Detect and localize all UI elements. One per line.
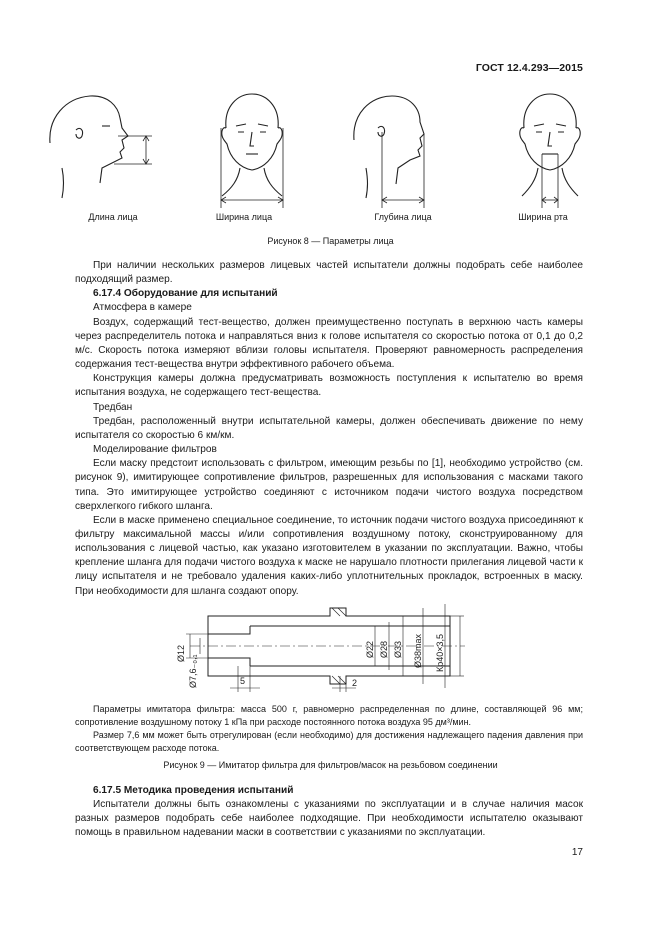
label-face-length: Длина лица bbox=[88, 212, 138, 222]
subheading-filters: Моделирование фильтров bbox=[93, 444, 217, 456]
paragraph-test-procedure: Испытатели должны быть ознакомлены с указаниями по эксплуатации и в случае наличия масок разных размеров подобрать себе наиболее подходящие. При необходимости испытателю оказывают помощь в правильном надевании маски в соответствии с указаниями по эксплуатации. bbox=[75, 799, 583, 839]
dim-d38max: Ø38max bbox=[413, 633, 423, 668]
face-depth-drawing bbox=[354, 96, 424, 208]
face-width-drawing bbox=[221, 94, 283, 208]
paragraph-chamber-design: Конструкция камеры должна предусматривать возможность поступления к испытателю во время испытания воздуха, не содержащего тест-вещества. bbox=[75, 373, 583, 399]
section-6-17-5 bbox=[75, 784, 583, 841]
figure-8-face-parameters bbox=[40, 88, 620, 218]
figure-8-caption: Рисунок 8 — Параметры лица bbox=[267, 236, 394, 246]
subheading-treadmill: Тредбан bbox=[93, 401, 133, 413]
paragraph-air-flow: Воздух, содержащий тест-вещество, должен преимущественно поступать в верхнюю часть камеры через распределитель потока и направляться вниз к голове испытателя со скоростью потока от 0,1 до 0,2 м/с. Скорость потока измеряют вблизи головы испытателя. Проверяют равномерность распределения содержания тест-вещества внутри эффективного рабочего объема. bbox=[75, 316, 583, 371]
dim-d28: Ø28 bbox=[379, 640, 389, 658]
label-face-depth: Глубина лица bbox=[374, 212, 432, 222]
figure-9-note-2: Размер 7,6 мм может быть отрегулирован (если необходимо) для достижения надлежащего падения давления при соответствующем расходе потока. bbox=[75, 730, 583, 753]
subheading-atmosphere: Атмосфера в камере bbox=[93, 302, 192, 314]
dim-d33: Ø33 bbox=[393, 640, 403, 658]
label-face-width: Ширина лица bbox=[215, 212, 273, 222]
paragraph-filter-simulation: Если маску предстоит использовать с фильтром, имеющим резьбы по [1], необходимо устройство (см. рисунок 9), имитирующее сопротивление фильтров, разрешенных для использования с масками такого типа. Это имитирующее устройство соединяют с источником подачи чистого воздуха посредством сверхлегкого гибкого шланга. bbox=[75, 458, 583, 512]
dim-2: 2 bbox=[352, 678, 358, 688]
label-mouth-width: Ширина рта bbox=[518, 212, 568, 222]
main-text-block bbox=[75, 259, 583, 599]
section-6-17-4-heading: 6.17.4 Оборудование для испытаний bbox=[93, 288, 278, 300]
paragraph-sizes: При наличии нескольких размеров лицевых частей испытатели должны подобрать себе наиболее подходящий размер. bbox=[75, 260, 583, 286]
dim-thread: Кр40×3,5 bbox=[435, 633, 445, 672]
dim-d22: Ø22 bbox=[365, 640, 375, 658]
dim-d7-6: Ø7,6₋₀,₁ bbox=[188, 654, 198, 688]
figure-9-notes bbox=[75, 703, 583, 755]
mouth-width-drawing bbox=[520, 94, 580, 208]
page-number: 17 bbox=[571, 847, 583, 858]
dim-5: 5 bbox=[240, 676, 246, 686]
paragraph-special-connection: Если в маске применено специальное соединение, то источник подачи чистого воздуха присоединяют к фильтру максимальной массы и/или сопротивления воздушному потоку, сконструированному для использования с лицевой частью, как указано изготовителем в указании по эксплуатации. Важно, чтобы крепление шланга для подачи чистого воздуха к маске не нарушало плотности прилегания лицевой части к лицу испытателя и не требовало удаления каких-либо уплотнительных прокладок, встроенных в маску. При необходимости для шланга создают опору. bbox=[75, 514, 583, 597]
dim-d12: Ø12 bbox=[176, 644, 186, 662]
document-header: ГОСТ 12.4.293—2015 bbox=[475, 62, 583, 74]
figure-9-note-1: Параметры имитатора фильтра: масса 500 г, равномерно распределенная по длине, составляющей 96 мм; сопротивление воздушному потоку 1 кПа при расходе постоянного потока воздуха 95 дм³/мин. bbox=[75, 704, 583, 727]
figure-9-filter-simulator bbox=[160, 592, 480, 698]
face-length-drawing bbox=[50, 96, 152, 198]
figure-9-caption: Рисунок 9 — Имитатор фильтра для фильтров/масок на резьбовом соединении bbox=[163, 760, 498, 770]
paragraph-treadmill: Тредбан, расположенный внутри испытательной камеры, должен обеспечивать движение по нему испытателя со скоростью 6 км/км. bbox=[75, 415, 583, 441]
section-6-17-5-heading: 6.17.5 Методика проведения испытаний bbox=[93, 785, 294, 796]
